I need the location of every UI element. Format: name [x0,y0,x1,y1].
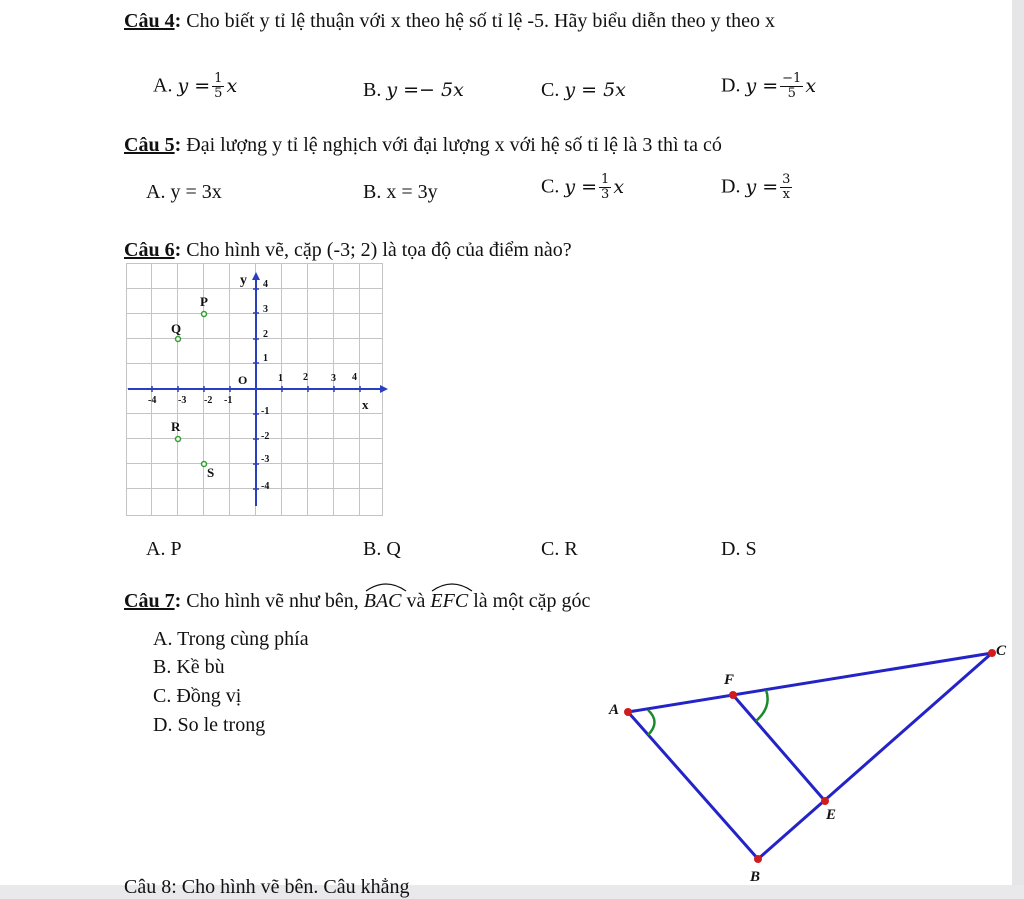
y-tick-label: 3 [263,304,268,315]
page-edge [1012,0,1024,885]
origin-label: O [238,373,248,387]
y-tick-label: -1 [261,406,270,417]
q4-option-a[interactable]: A. y = $\frac{1}{5}$ x [153,71,238,101]
q4-option-d[interactable]: D. y = $\frac{-1}{5}$ x [721,71,817,101]
angle-mark-f [756,690,768,721]
question-5: Câu 5: Đại lượng y tỉ lệ nghịch với đại lượng x với hệ số tỉ lệ là 3 thì ta có [124,134,722,156]
point-b [754,855,762,863]
q7-option-b[interactable]: B. Kề bù [153,656,225,678]
label-e: E [826,807,837,823]
q6-option-a[interactable]: A. P [146,538,182,560]
coordinate-grid-figure [126,263,390,518]
label-f: F [724,672,735,688]
q5-option-b[interactable]: B. x = 3y [363,181,438,203]
x-tick-label: -1 [224,395,233,406]
q7-option-c[interactable]: C. Đồng vị [153,685,242,707]
question-4-text: Cho biết y tỉ lệ thuận với x theo hệ số tỉ lệ -5. Hãy biểu diễn theo y theo x [186,10,776,32]
q4-option-b[interactable]: B. y =− 5x [363,79,464,101]
q7-option-d[interactable]: D. So le trong [153,714,266,736]
question-6-text: Cho hình vẽ, cặp (-3; 2) là tọa độ của điểm nào? [186,239,572,261]
x-tick-label: -3 [178,395,187,406]
x-axis-label: x [362,397,369,412]
question-7: Câu 7: Cho hình vẽ như bên, BAC và EFC là một cặp góc [124,586,590,613]
point-label-s: S [207,465,215,480]
y-tick-label: -3 [261,454,270,465]
angle-mark-a [648,710,655,735]
question-8-partial: Câu 8: Cho hình vẽ bên. Câu khẳng [124,876,410,898]
x-axis [128,385,388,393]
angle-efc: EFC [430,586,468,613]
label-b: B [750,869,761,885]
question-7-text-after: là một cặp góc [473,590,591,612]
point-f [729,691,737,699]
point-label-r: R [171,419,181,434]
point-c [988,649,996,657]
y-axis-label: y [240,273,247,288]
x-tick-label: -4 [148,395,157,406]
x-tick-label: 1 [278,373,283,384]
question-4: Câu 4: Cho biết y tỉ lệ thuận với x theo hệ số tỉ lệ -5. Hãy biểu diễn theo y theo x [124,10,776,32]
point-a [624,708,632,716]
segment-ac [628,653,992,712]
y-tick-label: 1 [263,353,268,364]
q5-option-a[interactable]: A. y = 3x [146,181,222,203]
point-label-p: P [200,294,208,309]
question-6: Câu 6: Cho hình vẽ, cặp (-3; 2) là tọa độ của điểm nào? [124,239,572,261]
x-tick-label: 3 [331,373,336,384]
x-tick-label: 2 [303,372,308,383]
q7-option-a[interactable]: A. Trong cùng phía [153,628,309,650]
question-4-label: Câu 4 [124,10,175,32]
q6-option-b[interactable]: B. Q [363,538,401,560]
point-e [821,797,829,805]
question-7-text-before: Cho hình vẽ như bên, [186,590,359,612]
y-tick-label: -2 [261,431,270,442]
question-5-label: Câu 5 [124,134,175,156]
label-a: A [609,702,620,718]
angle-bac: BAC [364,586,402,613]
point-p [202,312,207,317]
label-c: C [996,643,1007,659]
x-tick-label: -2 [204,395,213,406]
q4-option-c[interactable]: C. y = 5x [541,79,626,101]
x-tick-label: 4 [352,372,357,383]
point-s [202,462,207,467]
y-tick-label: 4 [263,279,268,290]
y-tick-label: -4 [261,481,270,492]
y-tick-label: 2 [263,329,268,340]
point-r [176,437,181,442]
q5-option-c[interactable]: C. y = $\frac{1}{3}$ x [541,172,625,202]
point-q [176,337,181,342]
question-7-label: Câu 7 [124,590,175,612]
question-6-label: Câu 6 [124,239,175,261]
segment-fe [733,695,825,801]
q6-option-d[interactable]: D. S [721,538,757,560]
point-label-q: Q [171,321,182,336]
question-7-connector: và [406,590,426,612]
q6-option-c[interactable]: C. R [541,538,578,560]
triangle-figure [600,630,1012,885]
question-5-text: Đại lượng y tỉ lệ nghịch với đại lượng x với hệ số tỉ lệ là 3 thì ta có [186,134,722,156]
q5-option-d[interactable]: D. y = $\frac{3}{x}$ [721,172,791,202]
